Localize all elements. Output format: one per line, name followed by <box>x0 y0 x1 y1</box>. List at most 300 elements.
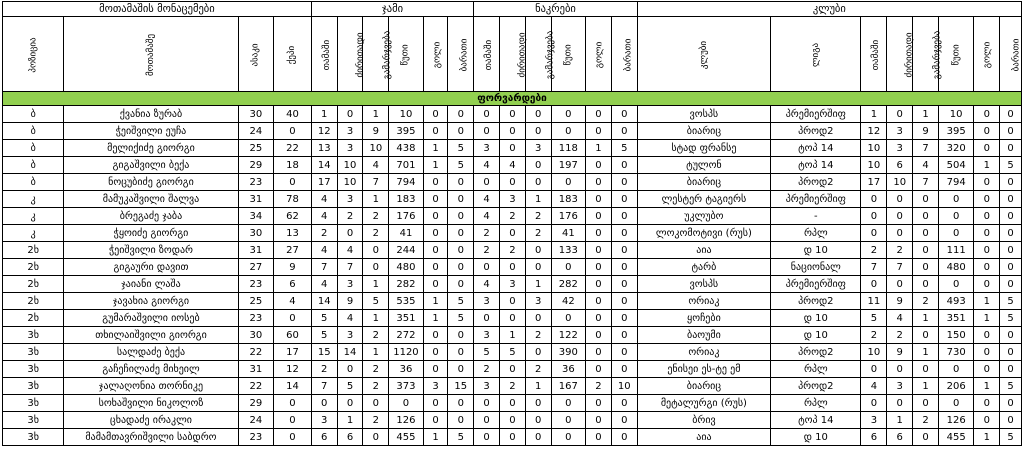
cell-club-minutes: 794 <box>938 174 974 191</box>
col-header-club-games: თამაში <box>861 17 887 92</box>
cell-total-cards: 0 <box>448 242 474 259</box>
cell-player-name: მამუკაშვილი შალვა <box>64 191 238 208</box>
cell-age: 23 <box>238 310 274 327</box>
cell-total-goals: 0 <box>423 208 448 225</box>
cell-position: 3ხ <box>3 344 64 361</box>
cell-total-cards: 0 <box>448 276 474 293</box>
cell-player-name: სალდაძე ბექა <box>64 344 238 361</box>
cell-club-wins: 0 <box>913 361 939 378</box>
table-row <box>3 174 1022 191</box>
cell-national-starts: 1 <box>500 327 526 344</box>
cell-position: 3ხ <box>3 395 64 412</box>
cell-national-starts: 4 <box>500 157 526 174</box>
cell-league: - <box>771 208 861 225</box>
cell-club: ორიაკ <box>637 293 770 310</box>
col-header-club-cards: ბარათი <box>1000 17 1022 92</box>
cell-total-starts: 1 <box>337 412 363 429</box>
cell-club-minutes: 10 <box>938 106 974 123</box>
cell-total-cards: 0 <box>448 344 474 361</box>
cell-caps: 9 <box>274 259 312 276</box>
cell-national-minutes: 176 <box>551 208 585 225</box>
cell-caps: 22 <box>274 140 312 157</box>
cell-club-games: 3 <box>861 412 887 429</box>
cell-club-starts: 0 <box>887 225 913 242</box>
cell-national-starts: 0 <box>500 293 526 310</box>
cell-national-cards: 0 <box>611 429 637 446</box>
cell-national-cards: 0 <box>611 395 637 412</box>
cell-league: რპლ <box>771 395 861 412</box>
cell-national-games: 0 <box>474 123 500 140</box>
cell-position: 3ხ <box>3 429 64 446</box>
cell-age: 29 <box>238 157 274 174</box>
cell-club-minutes: 0 <box>938 225 974 242</box>
cell-league: დ 10 <box>771 429 861 446</box>
cell-national-starts: 5 <box>500 344 526 361</box>
cell-national-starts: 0 <box>500 429 526 446</box>
cell-national-minutes: 197 <box>551 157 585 174</box>
cell-national-goals: 0 <box>586 395 612 412</box>
cell-club-goals: 1 <box>974 293 1000 310</box>
cell-total-wins: 0 <box>363 242 389 259</box>
cell-caps: 0 <box>274 123 312 140</box>
cell-club-goals: 0 <box>974 225 1000 242</box>
cell-total-starts: 10 <box>337 174 363 191</box>
col-header-club-minutes: წუთი <box>938 17 974 92</box>
table-row <box>3 293 1022 310</box>
cell-club: ბაოუმი <box>637 327 770 344</box>
cell-national-starts: 0 <box>500 310 526 327</box>
col-header-national-wins: გამარჯვება <box>525 17 551 92</box>
cell-age: 30 <box>238 327 274 344</box>
cell-national-games: 4 <box>474 208 500 225</box>
cell-caps: 60 <box>274 327 312 344</box>
cell-player-name: ცხადაძე ირაკლი <box>64 412 238 429</box>
cell-club-cards: 5 <box>1000 293 1022 310</box>
cell-club-games: 0 <box>861 191 887 208</box>
cell-national-cards: 0 <box>611 225 637 242</box>
cell-club-starts: 6 <box>887 429 913 446</box>
cell-club-minutes: 493 <box>938 293 974 310</box>
cell-total-goals: 0 <box>423 327 448 344</box>
cell-player-name: ქვანია ზურაბ <box>64 106 238 123</box>
cell-club-wins: 1 <box>913 344 939 361</box>
cell-national-cards: 0 <box>611 276 637 293</box>
cell-player-name: ჯავახია გიორგი <box>64 293 238 310</box>
cell-league: დ 10 <box>771 242 861 259</box>
cell-club-starts: 9 <box>887 293 913 310</box>
cell-league: პროდ2 <box>771 293 861 310</box>
cell-position: 2ხ <box>3 293 64 310</box>
cell-total-starts: 4 <box>337 310 363 327</box>
cell-caps: 0 <box>274 412 312 429</box>
cell-national-starts: 0 <box>500 140 526 157</box>
cell-league: რპლ <box>771 225 861 242</box>
cell-player-name: გიგაური დავით <box>64 259 238 276</box>
table-row <box>3 191 1022 208</box>
cell-total-wins: 7 <box>363 174 389 191</box>
cell-total-minutes: 395 <box>389 123 423 140</box>
cell-league: დ 10 <box>771 310 861 327</box>
cell-total-minutes: 480 <box>389 259 423 276</box>
cell-position: 3ხ <box>3 378 64 395</box>
cell-caps: 27 <box>274 242 312 259</box>
cell-national-minutes: 0 <box>551 310 585 327</box>
cell-caps: 0 <box>274 429 312 446</box>
cell-national-games: 0 <box>474 412 500 429</box>
cell-total-games: 1 <box>311 106 337 123</box>
cell-national-minutes: 42 <box>551 293 585 310</box>
cell-national-cards: 10 <box>611 378 637 395</box>
cell-club-goals: 0 <box>974 174 1000 191</box>
cell-league: პრემიერშიფ <box>771 191 861 208</box>
cell-club-starts: 0 <box>887 106 913 123</box>
table-row <box>3 310 1022 327</box>
cell-national-cards: 0 <box>611 293 637 310</box>
cell-club-starts: 1 <box>887 412 913 429</box>
cell-national-goals: 0 <box>586 361 612 378</box>
cell-caps: 0 <box>274 174 312 191</box>
cell-national-minutes: 0 <box>551 429 585 446</box>
cell-national-cards: 0 <box>611 361 637 378</box>
cell-club-starts: 3 <box>887 378 913 395</box>
cell-total-goals: 0 <box>423 174 448 191</box>
cell-club-starts: 4 <box>887 310 913 327</box>
cell-total-goals: 0 <box>423 191 448 208</box>
cell-position: ბ <box>3 140 64 157</box>
cell-total-wins: 1 <box>363 344 389 361</box>
cell-club: ყოჩები <box>637 310 770 327</box>
cell-national-wins: 0 <box>525 395 551 412</box>
cell-player-name: მელიქიძე გიორგი <box>64 140 238 157</box>
cell-age: 27 <box>238 259 274 276</box>
cell-national-goals: 0 <box>586 208 612 225</box>
cell-club-games: 11 <box>861 293 887 310</box>
cell-club-games: 4 <box>861 378 887 395</box>
cell-total-goals: 0 <box>423 412 448 429</box>
cell-club: უკლუბო <box>637 208 770 225</box>
cell-national-minutes: 282 <box>551 276 585 293</box>
cell-total-goals: 0 <box>423 123 448 140</box>
cell-club-goals: 0 <box>974 344 1000 361</box>
cell-league: ტოპ 14 <box>771 412 861 429</box>
cell-national-games: 2 <box>474 361 500 378</box>
cell-player-name: თხილაიშვილი გიორგი <box>64 327 238 344</box>
cell-club-starts: 2 <box>887 242 913 259</box>
cell-total-starts: 0 <box>337 106 363 123</box>
cell-national-minutes: 36 <box>551 361 585 378</box>
cell-player-name: გაჩეჩილაძე მიხეილ <box>64 361 238 378</box>
cell-total-wins: 1 <box>363 310 389 327</box>
cell-total-cards: 5 <box>448 429 474 446</box>
cell-club-goals: 1 <box>974 429 1000 446</box>
cell-national-starts: 2 <box>500 242 526 259</box>
cell-league: პროდ2 <box>771 174 861 191</box>
cell-total-goals: 0 <box>423 344 448 361</box>
cell-national-wins: 2 <box>525 208 551 225</box>
cell-total-goals: 0 <box>423 225 448 242</box>
cell-total-starts: 3 <box>337 140 363 157</box>
col-header-national-starts: ძირითადი <box>500 17 526 92</box>
cell-position: 3ხ <box>3 412 64 429</box>
cell-player-name: ჯალაღონია თორნიკე <box>64 378 238 395</box>
cell-total-games: 7 <box>311 378 337 395</box>
cell-player-name: გუმარაშვილი იოსებ <box>64 310 238 327</box>
cell-total-cards: 0 <box>448 395 474 412</box>
table-row <box>3 429 1022 446</box>
cell-club: სტად ფრანსე <box>637 140 770 157</box>
cell-club-wins: 4 <box>913 157 939 174</box>
cell-club-wins: 1 <box>913 106 939 123</box>
cell-position: ბ <box>3 106 64 123</box>
cell-national-goals: 0 <box>586 106 612 123</box>
cell-national-minutes: 0 <box>551 259 585 276</box>
cell-club-wins: 0 <box>913 191 939 208</box>
cell-national-goals: 0 <box>586 412 612 429</box>
cell-club-games: 10 <box>861 344 887 361</box>
cell-club-wins: 0 <box>913 225 939 242</box>
cell-club-games: 6 <box>861 429 887 446</box>
table-row <box>3 259 1022 276</box>
cell-total-minutes: 351 <box>389 310 423 327</box>
cell-national-wins: 0 <box>525 429 551 446</box>
col-header-national-minutes: წუთი <box>551 17 585 92</box>
col-header-starts: ძირითადი <box>337 17 363 92</box>
cell-age: 31 <box>238 361 274 378</box>
cell-national-cards: 0 <box>611 327 637 344</box>
cell-caps: 4 <box>274 293 312 310</box>
cell-league: პროდ2 <box>771 344 861 361</box>
cell-club-wins: 7 <box>913 140 939 157</box>
cell-total-minutes: 1120 <box>389 344 423 361</box>
cell-national-minutes: 0 <box>551 395 585 412</box>
cell-total-cards: 0 <box>448 174 474 191</box>
cell-caps: 18 <box>274 157 312 174</box>
cell-national-games: 0 <box>474 106 500 123</box>
cell-total-wins: 1 <box>363 106 389 123</box>
cell-club-goals: 0 <box>974 123 1000 140</box>
group-header-player: მოთამაშის მონაცემები <box>3 2 312 17</box>
cell-total-minutes: 701 <box>389 157 423 174</box>
cell-club-cards: 0 <box>1000 276 1022 293</box>
cell-caps: 13 <box>274 225 312 242</box>
cell-national-cards: 0 <box>611 106 637 123</box>
cell-total-starts: 7 <box>337 259 363 276</box>
cell-total-wins: 0 <box>363 429 389 446</box>
cell-caps: 78 <box>274 191 312 208</box>
cell-age: 25 <box>238 293 274 310</box>
cell-club: აია <box>637 242 770 259</box>
cell-club: ტარბ <box>637 259 770 276</box>
cell-national-games: 4 <box>474 276 500 293</box>
cell-national-starts: 0 <box>500 259 526 276</box>
cell-total-cards: 0 <box>448 191 474 208</box>
cell-national-minutes: 0 <box>551 174 585 191</box>
cell-national-starts: 2 <box>500 208 526 225</box>
cell-club-cards: 0 <box>1000 412 1022 429</box>
cell-total-games: 13 <box>311 140 337 157</box>
cell-total-minutes: 0 <box>389 395 423 412</box>
cell-total-games: 2 <box>311 225 337 242</box>
cell-total-minutes: 41 <box>389 225 423 242</box>
cell-total-games: 7 <box>311 259 337 276</box>
cell-national-goals: 0 <box>586 276 612 293</box>
cell-national-wins: 3 <box>525 140 551 157</box>
cell-total-games: 12 <box>311 123 337 140</box>
cell-club-goals: 0 <box>974 361 1000 378</box>
cell-total-starts: 3 <box>337 276 363 293</box>
cell-national-games: 0 <box>474 395 500 412</box>
cell-total-goals: 1 <box>423 293 448 310</box>
cell-club-cards: 0 <box>1000 140 1022 157</box>
cell-national-goals: 0 <box>586 310 612 327</box>
cell-player-name: ჯაიანი ლაშა <box>64 276 238 293</box>
cell-total-games: 17 <box>311 174 337 191</box>
cell-total-wins: 0 <box>363 395 389 412</box>
cell-total-minutes: 272 <box>389 327 423 344</box>
cell-total-cards: 0 <box>448 106 474 123</box>
cell-national-wins: 2 <box>525 327 551 344</box>
cell-caps: 14 <box>274 378 312 395</box>
cell-total-minutes: 183 <box>389 191 423 208</box>
cell-national-cards: 0 <box>611 310 637 327</box>
cell-club: ენისეი ეს-ტე ემ <box>637 361 770 378</box>
cell-national-goals: 0 <box>586 242 612 259</box>
cell-total-cards: 15 <box>448 378 474 395</box>
cell-club-minutes: 504 <box>938 157 974 174</box>
cell-club: ტულონ <box>637 157 770 174</box>
cell-total-minutes: 438 <box>389 140 423 157</box>
table-row <box>3 208 1022 225</box>
cell-total-goals: 0 <box>423 106 448 123</box>
cell-club-wins: 0 <box>913 259 939 276</box>
cell-national-cards: 0 <box>611 157 637 174</box>
group-header-club: კლუბი <box>637 2 1021 17</box>
col-header-caps: ქეპი <box>274 17 312 92</box>
cell-caps: 6 <box>274 276 312 293</box>
cell-club: ბიარიც <box>637 123 770 140</box>
cell-total-cards: 0 <box>448 327 474 344</box>
cell-total-games: 2 <box>311 361 337 378</box>
cell-club-starts: 7 <box>887 259 913 276</box>
cell-club-goals: 0 <box>974 242 1000 259</box>
cell-player-name: ნოცუბიძე გიორგი <box>64 174 238 191</box>
cell-club-games: 0 <box>861 208 887 225</box>
cell-total-wins: 2 <box>363 327 389 344</box>
cell-club-minutes: 0 <box>938 395 974 412</box>
cell-total-minutes: 10 <box>389 106 423 123</box>
col-header-cards: ბარათი <box>448 17 474 92</box>
cell-age: 30 <box>238 106 274 123</box>
cell-club-starts: 0 <box>887 276 913 293</box>
cell-club-starts: 3 <box>887 140 913 157</box>
cell-club-games: 0 <box>861 361 887 378</box>
cell-total-cards: 5 <box>448 157 474 174</box>
cell-club-minutes: 150 <box>938 327 974 344</box>
cell-club-cards: 5 <box>1000 378 1022 395</box>
cell-club-cards: 0 <box>1000 395 1022 412</box>
cell-club-wins: 1 <box>913 378 939 395</box>
cell-league: პრემიერშიფ <box>771 106 861 123</box>
cell-national-minutes: 133 <box>551 242 585 259</box>
cell-age: 24 <box>238 123 274 140</box>
table-row <box>3 157 1022 174</box>
col-header-position: პოზიცია <box>3 17 64 92</box>
cell-total-games: 4 <box>311 208 337 225</box>
cell-national-cards: 0 <box>611 259 637 276</box>
cell-total-goals: 0 <box>423 395 448 412</box>
cell-total-cards: 0 <box>448 225 474 242</box>
cell-national-cards: 0 <box>611 344 637 361</box>
cell-national-wins: 0 <box>525 157 551 174</box>
cell-club: ვოსპს <box>637 276 770 293</box>
cell-caps: 62 <box>274 208 312 225</box>
cell-club-minutes: 206 <box>938 378 974 395</box>
cell-total-goals: 1 <box>423 157 448 174</box>
cell-club: ბრივ <box>637 412 770 429</box>
cell-age: 30 <box>238 225 274 242</box>
cell-total-minutes: 126 <box>389 412 423 429</box>
cell-club: ბიარიც <box>637 378 770 395</box>
cell-national-minutes: 390 <box>551 344 585 361</box>
table-row <box>3 123 1022 140</box>
cell-club-wins: 2 <box>913 293 939 310</box>
cell-national-wins: 0 <box>525 310 551 327</box>
cell-national-goals: 1 <box>586 140 612 157</box>
cell-club-starts: 9 <box>887 344 913 361</box>
cell-age: 31 <box>238 191 274 208</box>
cell-total-starts: 10 <box>337 157 363 174</box>
cell-total-starts: 3 <box>337 123 363 140</box>
cell-total-wins: 2 <box>363 225 389 242</box>
cell-age: 22 <box>238 378 274 395</box>
cell-national-goals: 0 <box>586 293 612 310</box>
cell-national-wins: 0 <box>525 106 551 123</box>
cell-club-cards: 0 <box>1000 225 1022 242</box>
cell-player-name: ჭყოიძე გიორგი <box>64 225 238 242</box>
col-header-club-starts: ძირითადი <box>887 17 913 92</box>
table-row <box>3 140 1022 157</box>
cell-national-games: 4 <box>474 157 500 174</box>
cell-total-wins: 5 <box>363 293 389 310</box>
cell-position: კ <box>3 225 64 242</box>
cell-total-games: 0 <box>311 395 337 412</box>
cell-club-goals: 0 <box>974 208 1000 225</box>
cell-total-cards: 0 <box>448 208 474 225</box>
cell-club-minutes: 480 <box>938 259 974 276</box>
cell-age: 22 <box>238 344 274 361</box>
cell-national-goals: 0 <box>586 157 612 174</box>
cell-total-games: 15 <box>311 344 337 361</box>
cell-player-name: ბრეგაძე ჯაბა <box>64 208 238 225</box>
cell-total-minutes: 244 <box>389 242 423 259</box>
cell-club-games: 10 <box>861 140 887 157</box>
cell-club-games: 17 <box>861 174 887 191</box>
cell-total-minutes: 794 <box>389 174 423 191</box>
cell-total-wins: 9 <box>363 123 389 140</box>
cell-age: 29 <box>238 395 274 412</box>
col-header-national-goals: გოლი <box>586 17 612 92</box>
cell-national-minutes: 183 <box>551 191 585 208</box>
cell-caps: 0 <box>274 395 312 412</box>
table-row <box>3 412 1022 429</box>
cell-total-goals: 3 <box>423 378 448 395</box>
cell-total-starts: 9 <box>337 293 363 310</box>
cell-total-minutes: 282 <box>389 276 423 293</box>
cell-total-goals: 1 <box>423 140 448 157</box>
cell-total-cards: 0 <box>448 361 474 378</box>
cell-league: ტოპ 14 <box>771 140 861 157</box>
cell-player-name: სოხაშვილი ნიკოლოზ <box>64 395 238 412</box>
